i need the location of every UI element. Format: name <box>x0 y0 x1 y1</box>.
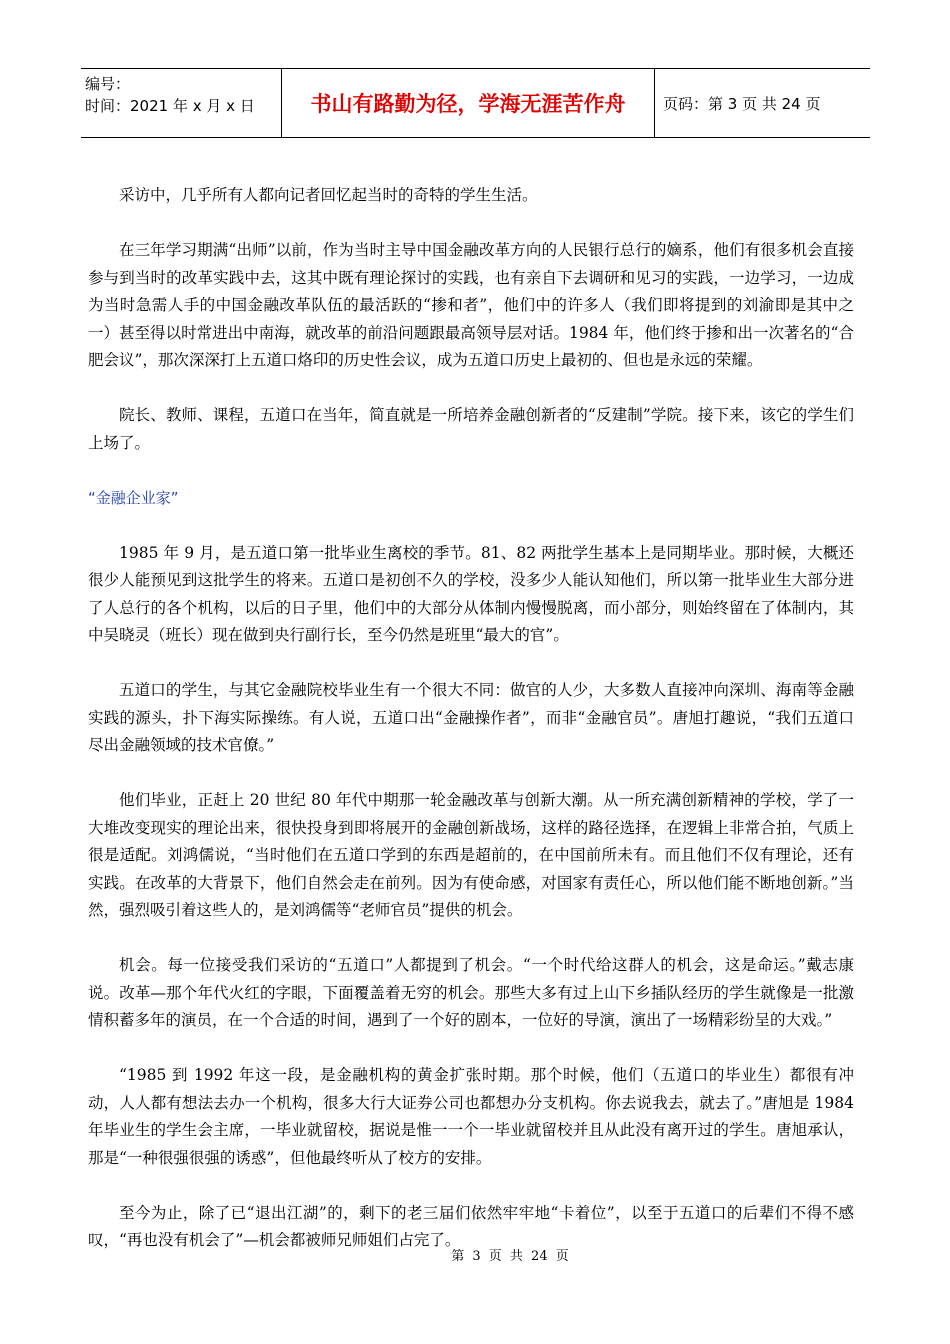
document-number: 编号： <box>85 75 131 93</box>
page-footer: 第 3 页 共 24 页 <box>451 1249 569 1264</box>
section-heading: “金融企业家” <box>88 488 179 507</box>
header-meta <box>81 69 282 137</box>
paragraph: 院长、教师、课程，五道口在当年，简直就是一所培养金融创新者的“反建制”学院。接下来，该它的学生们上场了。 <box>88 406 854 452</box>
paragraph: 在三年学习期满“出师”以前，作为当时主导中国金融改革方向的人民银行总行的嫡系，他们有很多机会直接参与到当时的改革实践中去，这其中既有理论探讨的实践，也有亲自下去调研和见习的实践，一边学习，一边成为当时急需人手的中国金融改革队伍的最活跃的“掺和者”，他们中的许多人（我们即将提到的刘渝即是其中之一）甚至得以时常进出中南海，就改革的前沿问题跟最高领导层对话。1984 年，他们终于掺和出一次著名的“合肥会议”，那次深深打上五道口烙印的历史性会议，成为五道口历史上最初的、但也是永远的荣耀。 <box>88 241 854 369</box>
paragraph: 采访中，几乎所有人都向记者回忆起当时的奇特的学生生活。 <box>119 186 538 204</box>
paragraph: 1985 年 9 月，是五道口第一批毕业生离校的季节。81、82 两批学生基本上是同期毕业。那时候，大概还很少人能预见到这批学生的将来。五道口是初创不久的学校，没多少人能认知他们，所以第一批毕业生大部分进了人总行的各个机构，以后的日子里，他们中的大部分从体制内慢慢脱离，而小部分，则始终留在了体制内，其中吴晓灵（班长）现在做到央行副行长，至今仍然是班里“最大的官”。 <box>88 543 854 644</box>
header-motto: 书山有路勤为径，学海无涯苦作舟 <box>282 69 655 137</box>
paragraph: “1985 到 1992 年这一段，是金融机构的黄金扩张时期。那个时候，他们（五道口的毕业生）都很有冲动，人人都有想法去办一个机构，很多大行大证券公司也都想办分支机构。你去说我去，就去了。”唐旭是 1984 年毕业生的学生会主席，一毕业就留校，据说是惟一一个一毕业就留校并且从此没有离开过的学生。唐旭承认，那是“一种很强很强的诱惑”，但他最终听从了校方的安排。 <box>88 1066 854 1167</box>
paragraph: 他们毕业，正赶上 20 世纪 80 年代中期那一轮金融改革与创新大潮。从一所充满创新精神的学校，学了一大堆改变现实的理论出来，很快投身到即将展开的金融创新战场，这样的路径选择，在逻辑上非常合拍，气质上很是适配。刘鸿儒说，“当时他们在五道口学到的东西是超前的，在中国前所未有。而且他们不仅有理论，还有实践。在改革的大背景下，他们自然会走在前列。因为有使命感，对国家有责任心，所以他们能不断地创新。”当然，强烈吸引着这些人的，是刘鸿儒等“老师官员”提供的机会。 <box>88 791 854 919</box>
article-body <box>88 182 854 1282</box>
page-header <box>81 68 870 138</box>
paragraph: 机会。每一位接受我们采访的“五道口”人都提到了机会。“一个时代给这群人的机会，这是命运。”戴志康说。改革—那个年代火红的字眼，下面覆盖着无穷的机会。那些大多有过上山下乡插队经历的学生就像是一批激情积蓄多年的演员，在一个合适的时间，遇到了一个好的剧本，一位好的导演，演出了一场精彩纷呈的大戏。” <box>88 956 854 1029</box>
header-page-number: 页码：第 3 页 共 24 页 <box>663 94 821 113</box>
paragraph: 五道口的学生，与其它金融院校毕业生有一个很大不同：做官的人少，大多数人直接冲向深圳、海南等金融实践的源头，扑下海实际操练。有人说，五道口出“金融操作者”，而非“金融官员”。唐旭打趣说，“我们五道口尽出金融领域的技术官僚。” <box>88 681 854 754</box>
document-time: 时间：2021 年 x 月 x 日 <box>85 97 255 115</box>
paragraph: 至今为止，除了已“退出江湖”的，剩下的老三届们依然牢牢地“卡着位”，以至于五道口的后辈们不得不感叹，“再也没有机会了”—机会都被师兄师姐们占完了。 <box>88 1203 854 1249</box>
